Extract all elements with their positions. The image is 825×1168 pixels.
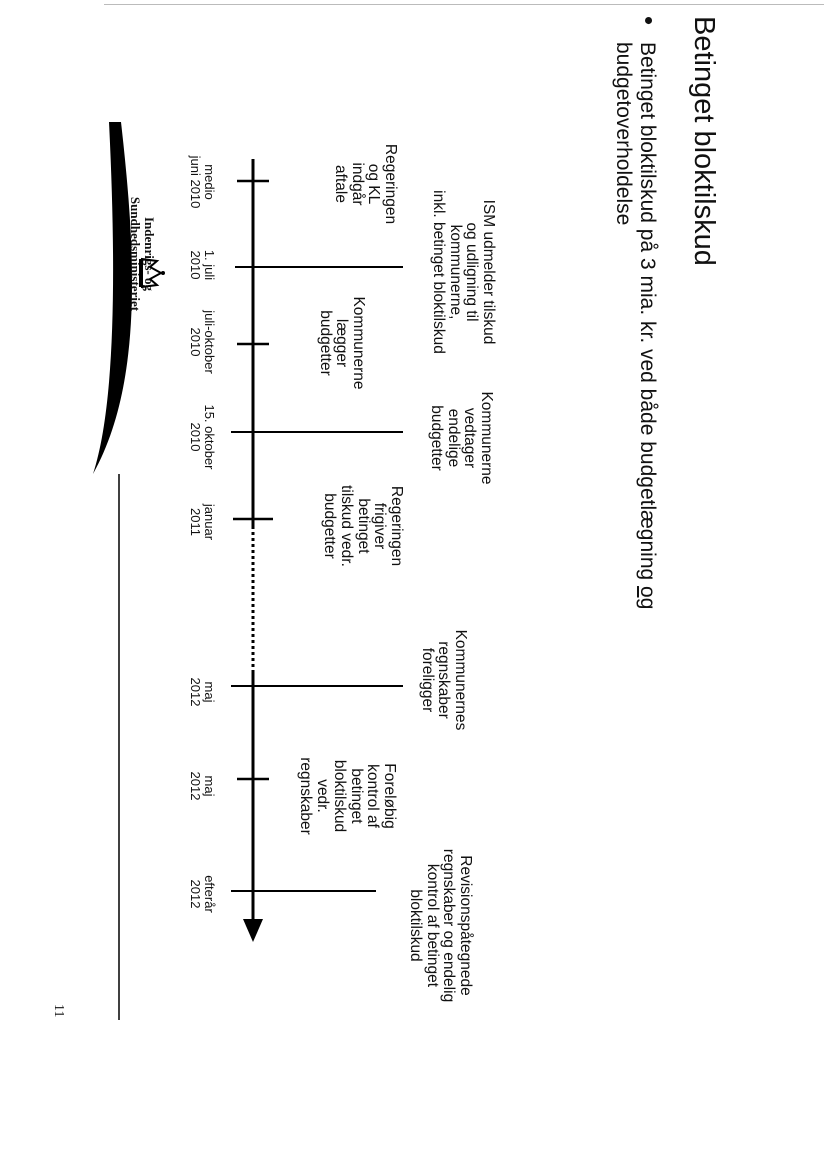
event-text-1: Regeringen og KL indgår aftale — [331, 143, 399, 225]
event-text-7: Foreløbig kontrol af betinget bloktilskud vedr. regnskaber — [297, 757, 398, 835]
event-text-3: Kommunerne lægger budgetter — [316, 296, 367, 390]
event-date-8: efterår 2012 — [187, 875, 217, 913]
event-date-2: 1. juli 2010 — [187, 249, 217, 281]
logo-swoosh — [93, 122, 132, 474]
slide-title: Betinget bloktilskud — [688, 16, 720, 266]
event-date-1: medio juni 2010 — [187, 155, 217, 209]
event-date-4: 15. oktober 2010 — [187, 404, 217, 470]
event-date-3: juli-oktober 2010 — [187, 310, 217, 374]
event-date-5: januar 2011 — [187, 503, 217, 541]
bullet-main: Betinget bloktilskud på 3 mia. kr. ved både budgetlægning — [636, 42, 659, 581]
crown-icon — [138, 256, 166, 290]
bullet-line2: budgetoverholdelse — [611, 42, 635, 226]
event-text-4: Kommunerne vedtager endelige budgetter — [427, 391, 495, 485]
bullet-dot-icon: • — [634, 16, 664, 26]
event-date-7: maj 2012 — [187, 771, 217, 801]
event-date-6: maj 2012 — [187, 677, 217, 707]
event-text-5: Regeringen frigiver betinget tilskud vedr. budgetter — [321, 485, 405, 567]
bullet-underlined: og — [636, 586, 659, 610]
ministry-logo-text: Indenrigs- og Sundhedsministeriet — [128, 196, 157, 312]
rotated-slide — [1, 4, 721, 1020]
page-number: 11 — [51, 1004, 66, 1018]
event-text-8: Revisionspåtegnede regnskaber og endelig kontrol af betinget bloktilskud — [406, 848, 474, 1003]
event-text-2: ISM udmelder tilskud og udligning til kommunerne, inkl. betinget bloktilskud — [429, 190, 497, 354]
event-text-6: Kommunernes regnskaber foreligger — [418, 629, 469, 731]
timeline-arrowhead-icon — [243, 919, 263, 942]
